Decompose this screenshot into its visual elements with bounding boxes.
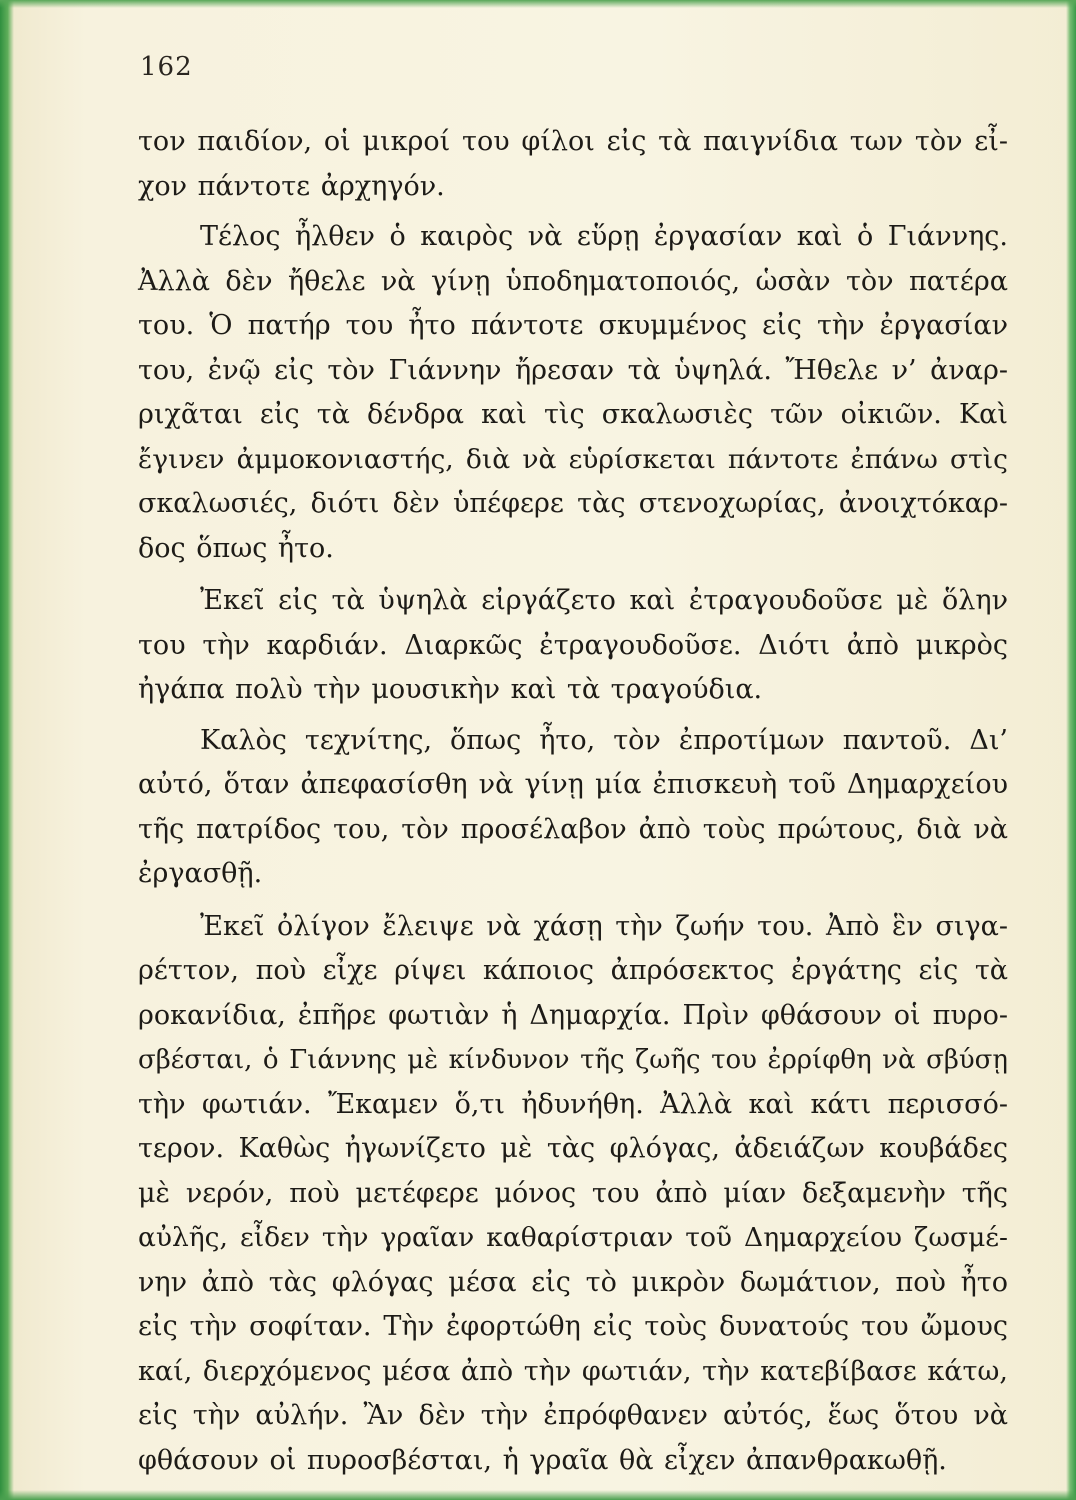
paragraph xyxy=(138,905,1008,1484)
text-line: ρέττον, ποὺ εἶχε ρίψει κάποιος ἀπρόσεκτος ἐργάτης εἰς τὰ xyxy=(138,955,1008,986)
page-edge-right xyxy=(1066,0,1076,1500)
text-line: ριχᾶται εἰς τὰ δένδρα καὶ τὶς σκαλωσιὲς τῶν οἰκιῶν. Καὶ xyxy=(138,399,1008,430)
text-line: ἔγινεν ἀμμοκονιαστής, διὰ νὰ εὑρίσκεται πάντοτε ἐπάνω στὶς xyxy=(138,443,1008,475)
text-line: μὲ νερόν, ποὺ μετέφερε μόνος του ἀπὸ μίαν δεξαμενὴν τῆς xyxy=(138,1177,1008,1209)
text-line: αὐλῆς, εἶδεν τὴν γραῖαν καθαρίστριαν τοῦ Δημαρχείου ζωσμέ- xyxy=(138,1222,1008,1253)
text-line: ἠγάπα πολὺ τὴν μουσικὴν καὶ τὰ τραγούδια. xyxy=(138,674,763,705)
text-line: του, ἐνῷ εἰς τὸν Γιάννην ἤρεσαν τὰ ὑψηλά. Ἤθελε ν’ ἀναρ- xyxy=(138,354,1008,386)
paragraph xyxy=(138,719,1008,897)
text-line: Ἐκεῖ ὀλίγον ἔλειψε νὰ χάσῃ τὴν ζωήν του. Ἀπὸ ἓν σιγα- xyxy=(200,910,1008,942)
text-line: του. Ὁ πατήρ του ἦτο πάντοτε σκυμμένος εἰς τὴν ἐργασίαν xyxy=(138,310,1008,341)
text-line: Καλὸς τεχνίτης, ὅπως ἦτο, τὸν ἐπροτίμων παντοῦ. Δι’ xyxy=(200,724,1008,756)
text-line: σκαλωσιές, διότι δὲν ὑπέφερε τὰς στενοχωρίας, ἀνοιχτόκαρ- xyxy=(138,488,1008,519)
body-text xyxy=(138,120,1008,1487)
text-line: τον παιδίον, οἱ μικροί του φίλοι εἰς τὰ παιγνίδια των τὸν εἶ- xyxy=(138,126,1008,157)
text-line: Ἀλλὰ δὲν ἤθελε νὰ γίνῃ ὑποδηματοποιός, ὡσὰν τὸν πατέρα xyxy=(138,265,1008,297)
paragraph xyxy=(138,120,1008,209)
text-line: χον πάντοτε ἀρχηγόν. xyxy=(138,170,445,202)
text-line: Ἐκεῖ εἰς τὰ ὑψηλὰ εἰργάζετο καὶ ἐτραγουδοῦσε μὲ ὅλην xyxy=(200,585,1008,616)
text-line: εἰς τὴν αὐλήν. Ἂν δὲν τὴν ἐπρόφθανεν αὐτός, ἕως ὅτου νὰ xyxy=(138,1400,1008,1431)
text-line: τερον. Καθὼς ἠγωνίζετο μὲ τὰς φλόγας, ἀδειάζων κουβάδες xyxy=(138,1133,1008,1164)
text-line: Τέλος ἦλθεν ὁ καιρὸς νὰ εὕρῃ ἐργασίαν καὶ ὁ Γιάννης. xyxy=(200,221,1008,252)
text-line: καί, διερχόμενος μέσα ἀπὸ τὴν φωτιάν, τὴν κατεβίβασε κάτω, xyxy=(138,1355,1008,1387)
text-line: φθάσουν οἱ πυροσβέσται, ἡ γραῖα θὰ εἶχεν ἀπανθρακωθῇ. xyxy=(138,1444,947,1476)
text-line: τὴν φωτιάν. Ἔκαμεν ὅ,τι ἠδυνήθη. Ἀλλὰ καὶ κάτι περισσό- xyxy=(138,1088,1008,1120)
text-line: εἰς τὴν σοφίταν. Τὴν ἐφορτώθη εἰς τοὺς δυνατούς του ὤμους xyxy=(138,1311,1008,1342)
text-line: δος ὅπως ἦτο. xyxy=(138,532,334,564)
page-edge-top xyxy=(0,0,1076,8)
text-line: αὐτό, ὅταν ἀπεφασίσθη νὰ γίνῃ μία ἐπισκευὴ τοῦ Δημαρχείου xyxy=(138,769,1008,800)
text-line: νην ἀπὸ τὰς φλόγας μέσα εἰς τὸ μικρὸν δωμάτιον, ποὺ ἦτο xyxy=(138,1266,1008,1298)
text-line: τῆς πατρίδος του, τὸν προσέλαβον ἀπὸ τοὺς πρώτους, διὰ νὰ xyxy=(138,813,1008,845)
text-line: σβέσται, ὁ Γιάννης μὲ κίνδυνον τῆς ζωῆς του ἐρρίφθη νὰ σβύσῃ xyxy=(138,1045,1008,1075)
page-edge-bottom xyxy=(0,1490,1076,1500)
paragraph xyxy=(138,215,1008,571)
page-edge-left xyxy=(0,0,14,1500)
page-number: 162 xyxy=(140,52,193,82)
text-line: ἐργασθῇ. xyxy=(138,858,263,889)
paragraph xyxy=(138,579,1008,713)
text-line: του τὴν καρδιάν. Διαρκῶς ἐτραγουδοῦσε. Διότι ἀπὸ μικρὸς xyxy=(138,629,1008,661)
text-line: ροκανίδια, ἐπῆρε φωτιὰν ἡ Δημαρχία. Πρὶν φθάσουν οἱ πυρο- xyxy=(138,999,1008,1031)
